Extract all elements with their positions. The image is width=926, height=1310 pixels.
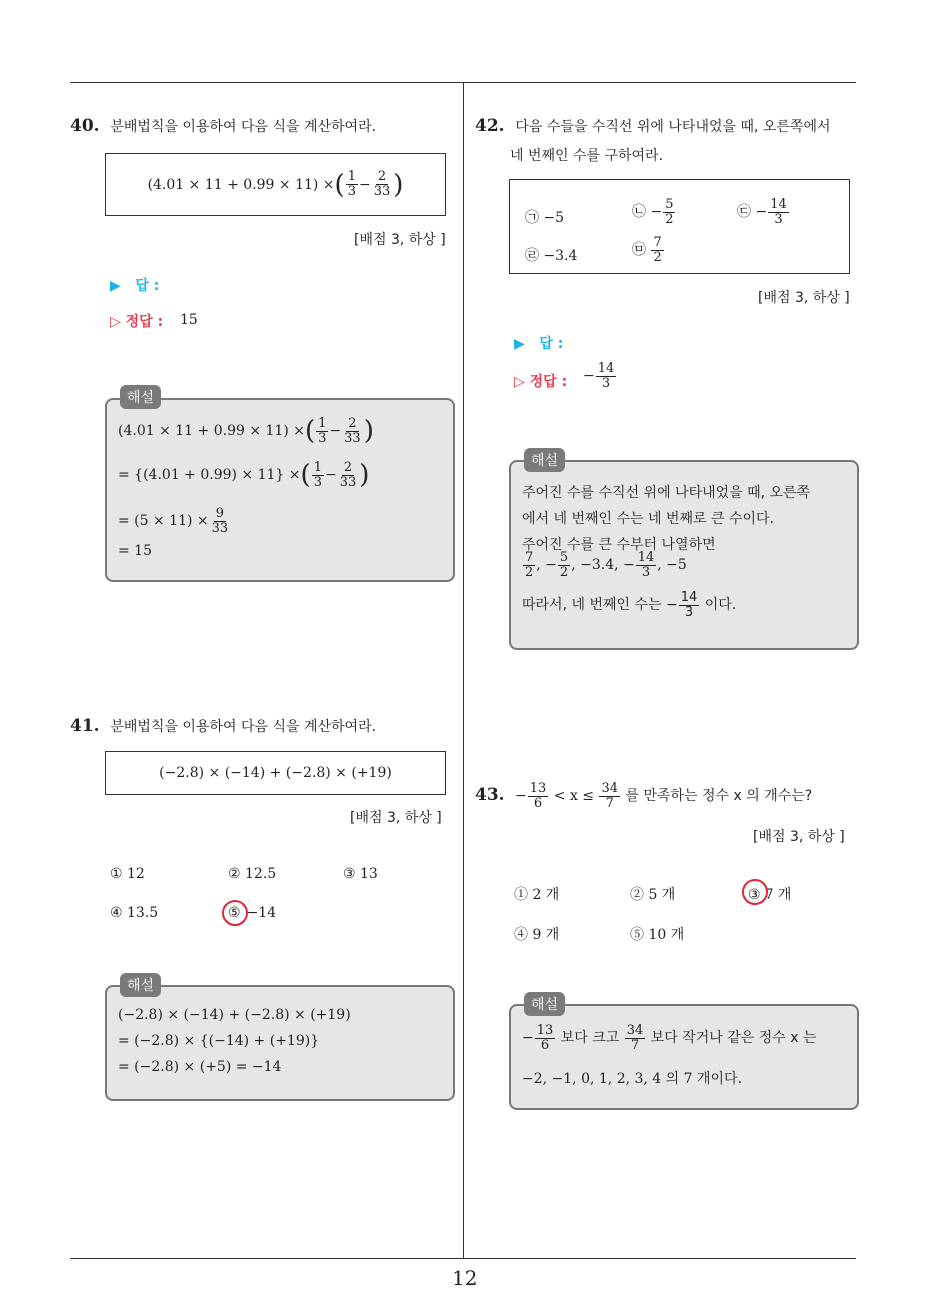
choice-2[interactable]: ② 5 개 [630, 887, 676, 903]
question-43: 43. − $\frac{13}{6}$ < x ≤ $\frac{34}{7}$ 를 만족하는 정수 x 의 개수는? [475, 781, 813, 811]
choice-1[interactable]: ① 2 개 [514, 887, 560, 903]
question-number: 43. [475, 785, 505, 806]
column-divider [463, 82, 464, 1258]
solution-line-2: 에서 네 번째인 수는 네 번째로 큰 수이다. [522, 511, 774, 527]
expression-box [105, 751, 446, 795]
choice-4[interactable]: ④ 9 개 [514, 927, 560, 943]
expression-box: (4.01 × 11 + 0.99 × 11) × ( $\frac{1}{3}$ − $\frac{2}{33}$ ) [105, 153, 446, 216]
item-e: ㉤ $\frac{7}{2}$ [632, 235, 662, 265]
triangle-outline-icon: ▷ [110, 314, 121, 330]
question-text-line2: 네 번째인 수를 구하여라. [510, 148, 664, 164]
score-label: [배점 3, 하상 ] [354, 232, 446, 248]
solution-tag: 해설 [524, 992, 565, 1016]
answer-label: ▶ 답 : [514, 336, 564, 352]
solution-line-5: 따라서, 네 번째인 수는 − $\frac{14}{3}$ 이다. [522, 590, 737, 620]
question-42 [475, 116, 831, 136]
question-41 [70, 716, 376, 736]
page-number: 12 [452, 1266, 478, 1290]
choice-5[interactable]: ⑤ 10 개 [630, 927, 685, 943]
solution-tag: 해설 [524, 448, 565, 472]
solution-line-1: (4.01 × 11 + 0.99 × 11) ×( $\frac{1}{3}$ − $\frac{2}{33}$ ) [118, 415, 374, 446]
score-label: [배점 3, 하상 ] [350, 810, 442, 826]
score-label: [배점 3, 하상 ] [758, 290, 850, 306]
fraction: $\frac{2}{33}$ [373, 169, 391, 199]
choice-3[interactable]: ③ 13 [343, 866, 378, 882]
selected-answer-circle [222, 900, 248, 926]
question-40 [70, 116, 376, 136]
paren-right: ) [393, 169, 404, 200]
question-number: 42. [475, 116, 505, 136]
play-icon: ▶ [110, 278, 121, 294]
expression-text: (4.01 × 11 + 0.99 × 11) × [147, 176, 335, 193]
solution-tag: 해설 [120, 385, 161, 409]
solution-line-2: = {(4.01 + 0.99) × 11} ×( $\frac{1}{3}$ − $\frac{2}{33}$ ) [118, 459, 370, 490]
paren-left: ( [334, 169, 345, 200]
solution-line-2: −2, −1, 0, 1, 2, 3, 4 의 7 개이다. [522, 1071, 743, 1087]
solution-tag: 해설 [120, 973, 161, 997]
correct-answer-label: ▷ 정답 : [514, 374, 568, 390]
choice-5[interactable]: ⑤ −14 [228, 905, 277, 921]
score-label: [배점 3, 하상 ] [753, 829, 845, 845]
solution-line-4: = 15 [118, 543, 152, 559]
solution-line-4: $\frac{7}{2}$ , − $\frac{5}{2}$ , −3.4, − $\frac{14}{3}$ , −5 [525, 550, 687, 580]
solution-line-3: 주어진 수를 큰 수부터 나열하면 [522, 537, 716, 553]
bottom-rule [70, 1258, 856, 1259]
choice-1[interactable]: ① 12 [110, 866, 145, 882]
correct-answer-value: − $\frac{14}{3}$ [583, 361, 615, 391]
selected-answer-circle [742, 879, 768, 905]
question-text: 분배법칙을 이용하여 다음 식을 계산하여라. [110, 719, 377, 735]
item-d: ㉣ −3.4 [525, 248, 578, 264]
play-icon: ▶ [514, 336, 525, 352]
choice-2[interactable]: ② 12.5 [228, 866, 277, 882]
expression-text: (−2.8) × (−14) + (−2.8) × (+19) [159, 765, 392, 781]
solution-box [509, 1004, 859, 1110]
item-c: ㉢ − $\frac{14}{3}$ [737, 197, 787, 227]
solution-line-3: = (5 × 11) × $\frac{9}{33}$ [118, 506, 229, 536]
correct-answer-label: ▷ 정답 : [110, 314, 164, 330]
solution-line-2: = (−2.8) × {(−14) + (+19)} [118, 1033, 320, 1049]
item-a: ㉠ −5 [525, 210, 565, 226]
solution-line-1: (−2.8) × (−14) + (−2.8) × (+19) [118, 1007, 351, 1023]
question-text-line1: 다음 수들을 수직선 위에 나타내었을 때, 오른쪽에서 [515, 119, 831, 135]
correct-answer-value: 15 [180, 312, 198, 328]
choice-4[interactable]: ④ 13.5 [110, 905, 159, 921]
solution-line-1: 주어진 수를 수직선 위에 나타내었을 때, 오른쪽 [522, 485, 811, 501]
solution-line-1: − $\frac{13}{6}$ 보다 크고 $\frac{34}{7}$ 보다 작거나 같은 정수 x 는 [522, 1023, 817, 1053]
answer-label: ▶ 답 : [110, 278, 160, 294]
solution-line-3: = (−2.8) × (+5) = −14 [118, 1059, 282, 1075]
choice-3[interactable]: ③ 7 개 [748, 887, 792, 903]
fraction: $\frac{1}{3}$ [347, 169, 356, 199]
question-text: 분배법칙을 이용하여 다음 식을 계산하여라. [110, 119, 377, 135]
triangle-outline-icon: ▷ [514, 374, 525, 390]
question-number: 41. [70, 716, 100, 736]
item-b: ㉡ − $\frac{5}{2}$ [632, 197, 674, 227]
question-number: 40. [70, 116, 100, 136]
